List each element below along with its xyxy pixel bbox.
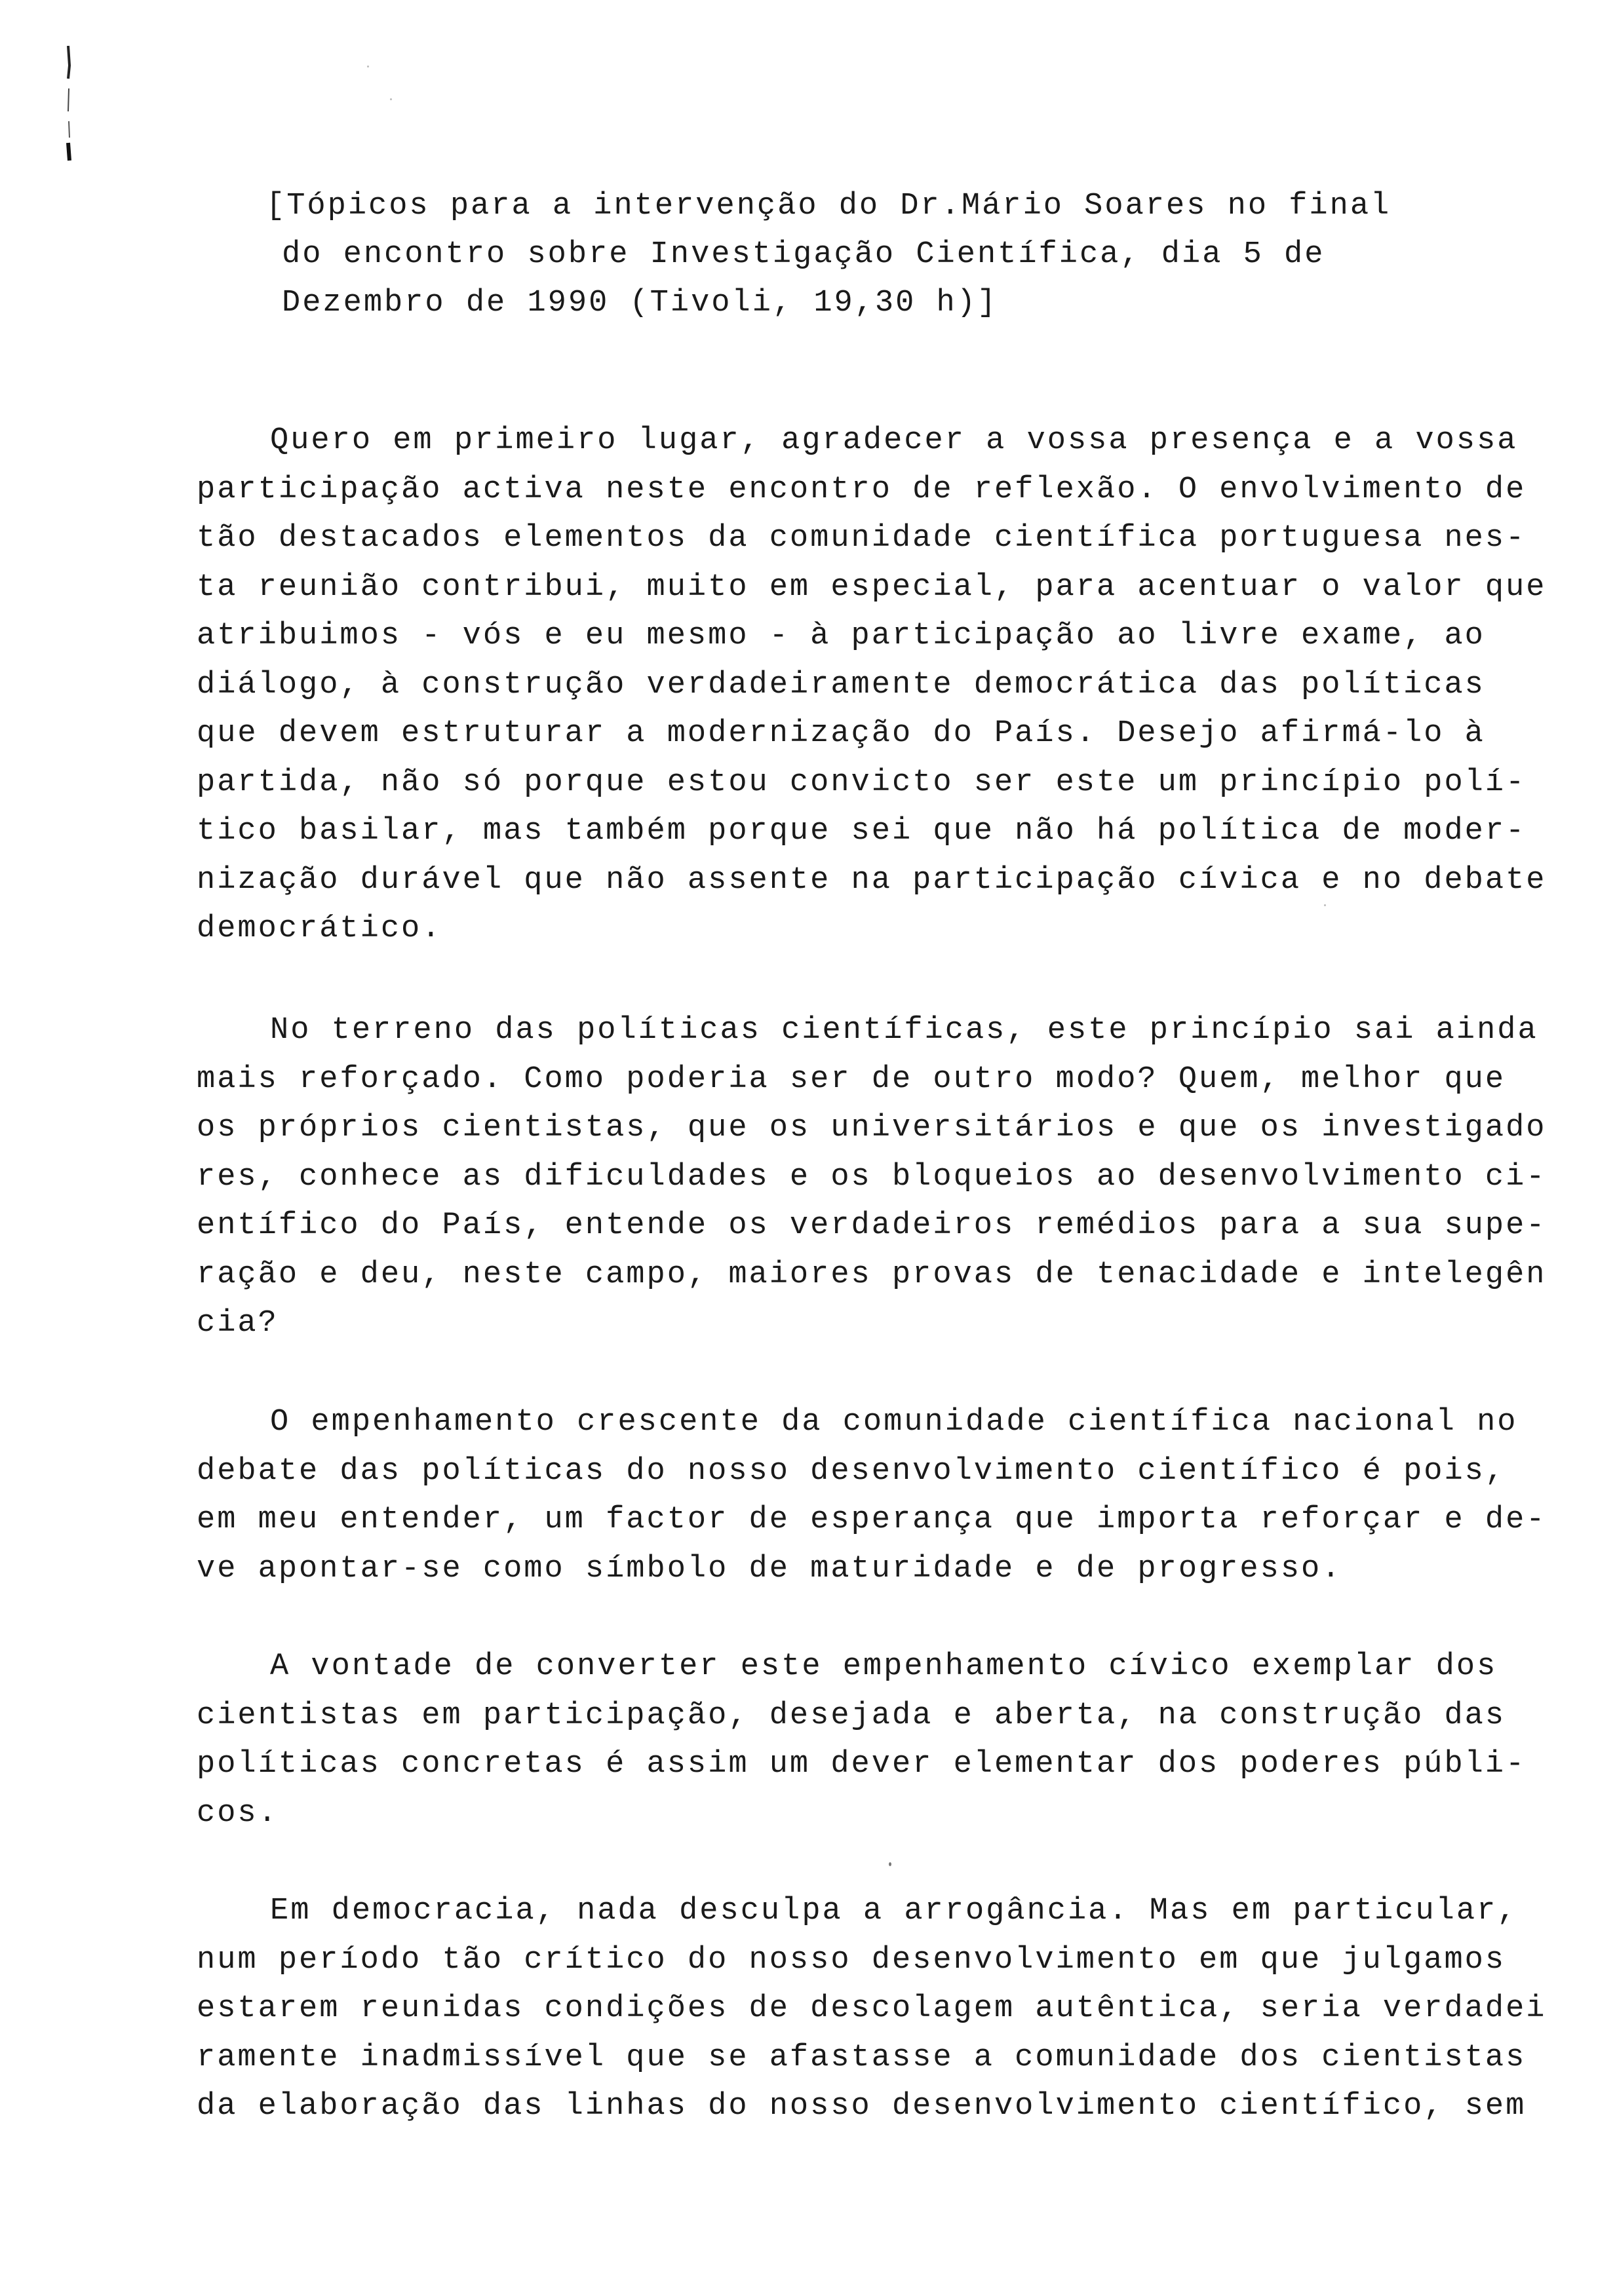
text-line: entífico do País, entende os verdadeiros remédios para a sua supe- [197,1208,1547,1243]
text-line: que devem estruturar a modernização do País. Desejo afirmá-lo à [197,716,1485,751]
text-line: res, conhece as dificuldades e os bloqueios ao desenvolvimento ci- [197,1159,1547,1195]
text-line: estarem reunidas condições de descolagem autêntica, seria verdadei [197,1991,1547,2026]
text-line: atribuimos - vós e eu mesmo - à participação ao livre exame, ao [197,619,1485,653]
scan-speck [889,1862,891,1866]
text-line: Quero em primeiro lugar, agradecer a vossa presença e a vossa [270,423,1518,458]
scan-speck [367,66,369,67]
heading-line: do encontro sobre Investigação Científica, dia 5 de [282,237,1325,272]
paragraph-4 [197,1643,1527,1838]
text-line: ração e deu, neste campo, maiores provas de tenacidade e intelegên [197,1257,1547,1292]
text-line: tico basilar, mas também porque sei que não há política de moder- [197,814,1527,849]
scan-speck [390,98,392,100]
text-line: os próprios cientistas, que os universitários e que os investigado [197,1111,1547,1145]
text-line: cientistas em participação, desejada e aberta, na construção das [197,1698,1506,1733]
text-line: A vontade de converter este empenhamento cívico exemplar dos [270,1649,1498,1684]
text-line: num período tão crítico do nosso desenvolvimento em que julgamos [197,1942,1506,1978]
text-line: mais reforçado. Como poderia ser de outro modo? Quem, melhor que [197,1062,1506,1097]
text-line: ta reunião contribui, muito em especial, para acentuar o valor que [197,569,1547,605]
heading-line: Dezembro de 1990 (Tivoli, 19,30 h)] [282,286,998,320]
heading-line: [Tópicos para a intervenção do Dr.Mário Soares no final [266,189,1391,223]
margin-pen-mark [64,39,73,164]
text-line: Em democracia, nada desculpa a arrogância. Mas em particular, [270,1894,1518,1928]
text-line: da elaboração das linhas do nosso desenvolvimento científico, sem [197,2089,1527,2124]
paragraph-5 [197,1887,1547,2132]
text-line: cia? [197,1306,279,1341]
text-line: cos. [197,1795,279,1831]
text-line: partida, não só porque estou convicto ser este um princípio polí- [197,765,1527,800]
text-line: No terreno das políticas científicas, este princípio sai ainda [270,1013,1538,1048]
text-line: democrático. [197,911,442,946]
text-line: ve apontar-se como símbolo de maturidade e de progresso. [197,1551,1342,1586]
paragraph-1 [197,417,1547,954]
text-line: tão destacados elementos da comunidade científica portuguesa nes- [197,521,1527,556]
text-line: nização durável que não assente na participação cívica e no debate [197,862,1547,898]
text-line: políticas concretas é assim um dever elementar dos poderes públi- [197,1747,1527,1782]
text-line: O empenhamento crescente da comunidade científica nacional no [270,1405,1518,1440]
paragraph-2 [197,1006,1547,1349]
paragraph-3 [197,1398,1547,1594]
document-heading [266,182,1420,328]
text-line: em meu entender, um factor de esperança que importa reforçar e de- [197,1502,1547,1537]
text-line: diálogo, à construção verdadeiramente democrática das políticas [197,667,1485,702]
text-line: debate das políticas do nosso desenvolvimento científico é pois, [197,1453,1506,1489]
text-line: ramente inadmissível que se afastasse a comunidade dos cientistas [197,2040,1527,2075]
text-line: participação activa neste encontro de reflexão. O envolvimento de [197,472,1527,507]
